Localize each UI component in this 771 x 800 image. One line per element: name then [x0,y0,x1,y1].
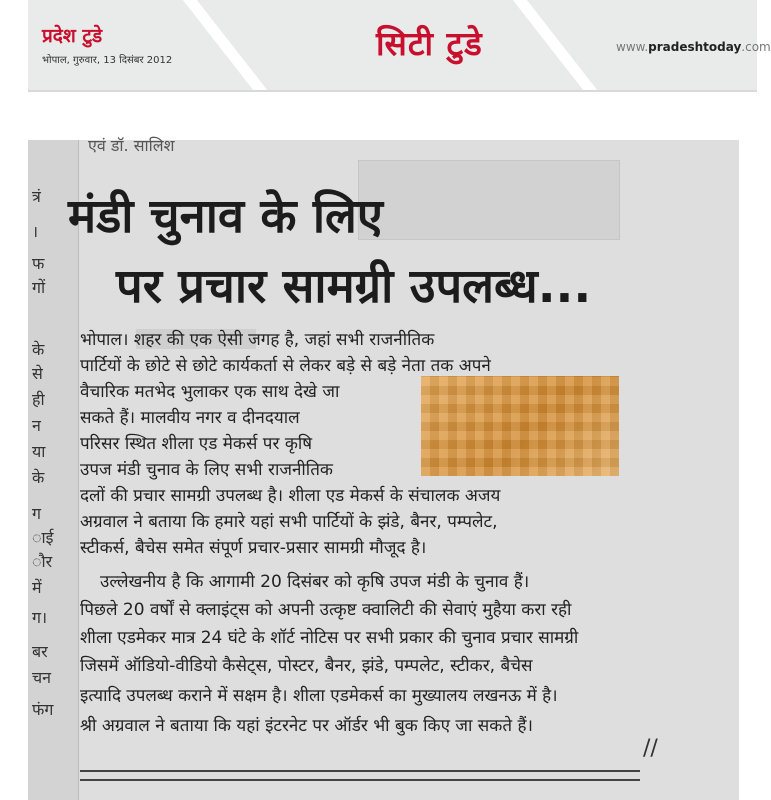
body-line: उल्लेखनीय है कि आगामी 20 दिसंबर को कृषि उपज मंडी के चुनाव हैं। [100,572,530,592]
column-fragment: ग। [32,608,48,627]
section-title: सिटी टुडे [376,24,483,63]
column-fragment: से [32,364,43,383]
blurred-photo [421,376,619,476]
body-line: इत्यादि उपलब्ध कराने में सक्षम है। शीला एडमेकर्स का मुख्यालय लखनऊ में है। [80,686,558,706]
body-line: श्री अग्रवाल ने बताया कि यहां इंटरनेट पर ऑर्डर भी बुक किए जा सकते हैं। [80,716,533,736]
header-divider [513,0,597,90]
column-fragment: ाई [32,528,54,547]
newspaper-header [28,0,771,92]
body-line: स्टीकर्स, बैचेस समेत संपूर्ण प्रचार-प्रसार सामग्री मौजूद है। [80,538,427,558]
headline-line-2: पर प्रचार सामग्री उपलब्ध... [116,259,592,314]
cut-off-text: एवं डॉ. सालिश [88,136,175,155]
body-line: परिसर स्थित शीला एड मेकर्स पर कृषि [80,434,313,454]
column-fragment: में [32,578,42,597]
body-line: पिछले 20 वर्षों से क्लाइंट्स को अपनी उत्कृष्ट क्वालिटी की सेवाएं मुहैया करा रही [80,600,572,620]
column-fragment: चन [32,668,52,687]
column-fragment: ही [32,390,45,409]
body-line: अग्रवाल ने बताया कि हमारे यहां सभी पार्टियों के झंडे, बैनर, पम्पलेट, [80,512,498,532]
body-line: भोपाल। शहर की एक ऐसी जगह है, जहां सभी राजनीतिक [80,330,435,350]
column-fragment: त्रं [32,187,41,206]
newspaper-clipping [28,136,739,800]
column-fragment: के [32,340,45,359]
column-fragment: फ [32,254,45,273]
column-fragment: फंग [32,700,54,719]
body-line: जिसमें ऑडियो-वीडियो कैसेट्स, पोस्टर, बैनर, झंडे, पम्पलेट, स्टीकर, बैचेस [80,656,533,676]
column-fragment: न [32,416,41,435]
column-fragment: के [32,468,45,487]
column-fragment: ौर [32,552,53,571]
headline-line-1: मंडी चुनाव के लिए [68,189,383,244]
body-line: पार्टियों के छोटे से छोटे कार्यकर्ता से लेकर बड़े से बड़े नेता तक अपने [80,356,491,376]
column-fragment: गों [32,278,46,297]
column-fragment: या [32,442,46,461]
newspaper-brand: प्रदेश टुडे [42,25,103,47]
column-fragment: । [32,222,39,241]
bottom-rule [80,770,640,781]
dateline: भोपाल, गुरुवार, 13 दिसंबर 2012 [42,55,173,66]
body-line: दलों की प्रचार सामग्री उपलब्ध है। शीला एड मेकर्स के संचालक अजय [80,486,501,506]
header-divider [183,0,267,90]
redacted-name-block [358,160,620,240]
body-line: वैचारिक मतभेद भुलाकर एक साथ देखे जा [80,382,340,402]
body-line: उपज मंडी चुनाव के लिए सभी राजनीतिक [80,460,333,480]
body-line: सकते हैं। मालवीय नगर व दीनदयाल [80,408,300,428]
column-fragment: बर [32,642,48,661]
body-line: शीला एडमेकर मात्र 24 घंटे के शॉर्ट नोटिस पर सभी प्रकार की चुनाव प्रचार सामग्री [80,628,579,648]
website-url: www.pradeshtoday.com [616,40,771,54]
end-mark: // [643,736,658,761]
column-fragment: ग [32,504,42,523]
